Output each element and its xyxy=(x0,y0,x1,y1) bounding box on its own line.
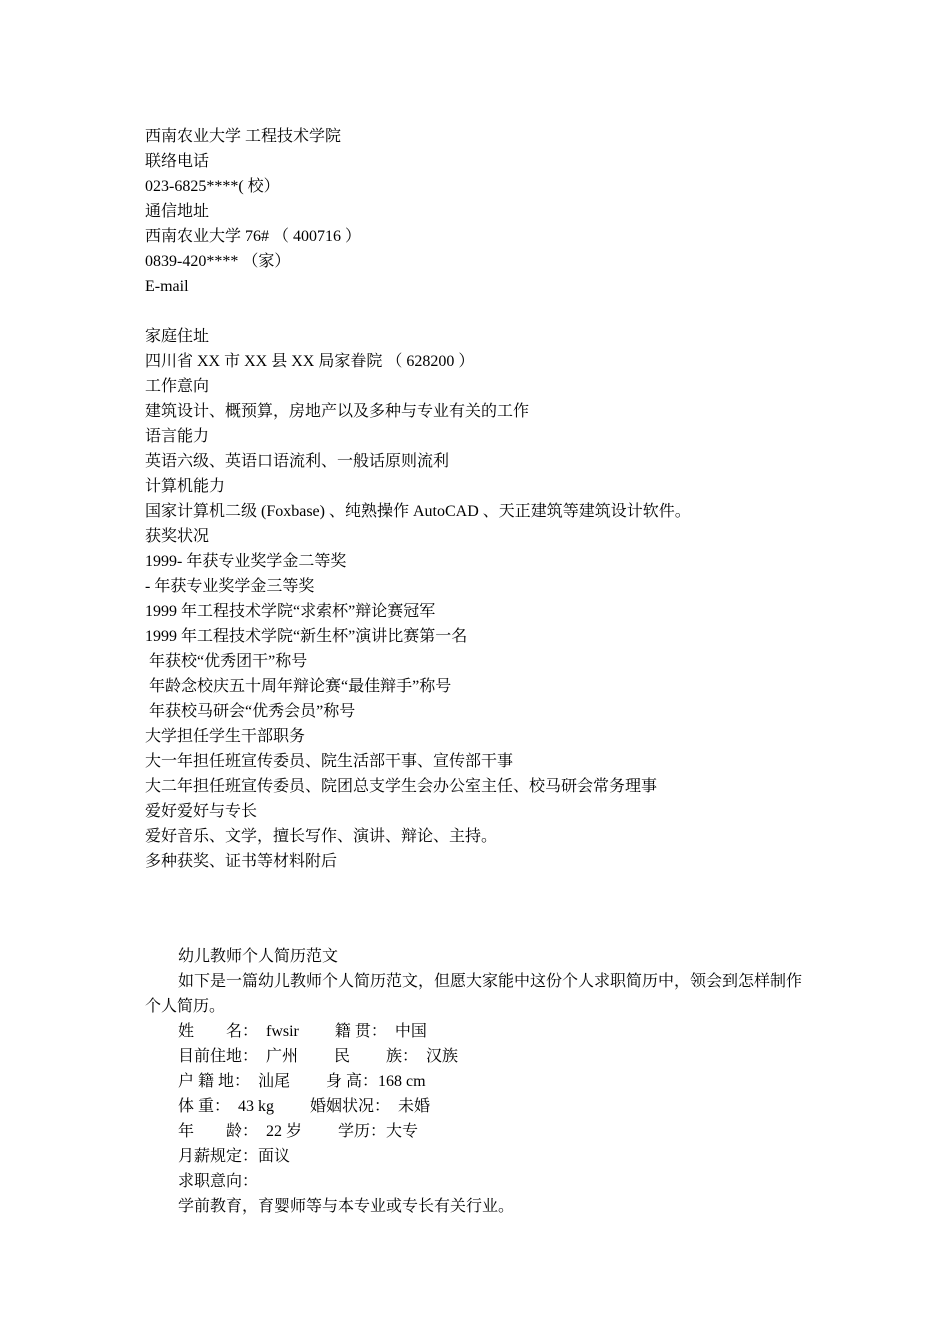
resume-section-2 xyxy=(145,944,815,1219)
field-row: 目前住地： 广州 民 族： 汉族 xyxy=(178,1048,459,1065)
article-intro: 如下是一篇幼儿教师个人简历范文，但愿大家能中这份个人求职简历中，领会到怎样制作个人简历。 xyxy=(145,973,803,1015)
field-row: 求职意向： xyxy=(178,1173,259,1190)
mailing-address: 西南农业大学 76# （ 400716 ） xyxy=(145,228,362,245)
cadre-heading: 大学担任学生干部职务 xyxy=(145,728,306,745)
award-item: 年获校“优秀团干”称号 xyxy=(145,653,308,670)
award-item: 1999 年工程技术学院“求索杯”辩论赛冠军 xyxy=(145,603,436,620)
job-intention: 建筑设计、概预算，房地产以及多种与专业有关的工作 xyxy=(145,403,530,420)
home-phone: 0839-420**** （家） xyxy=(145,253,291,270)
award-item: 1999- 年获专业奖学金二等奖 xyxy=(145,553,347,570)
language-heading: 语言能力 xyxy=(145,428,210,445)
job-intention-heading: 工作意向 xyxy=(145,378,210,395)
field-row: 姓 名： fwsir 籍 贯： 中国 xyxy=(178,1023,427,1040)
attachments-note: 多种获奖、证书等材料附后 xyxy=(145,853,338,870)
award-item: - 年获专业奖学金三等奖 xyxy=(145,578,315,595)
field-row: 月薪规定：面议 xyxy=(178,1148,291,1165)
field-row: 学前教育，育婴师等与本专业或专长有关行业。 xyxy=(178,1198,515,1215)
mailing-address-heading: 通信地址 xyxy=(145,203,210,220)
award-item: 1999 年工程技术学院“新生杯”演讲比赛第一名 xyxy=(145,628,468,645)
school-phone: 023-6825****( 校） xyxy=(145,178,280,195)
blank-line xyxy=(145,299,845,324)
field-row: 年 龄： 22 岁 学历：大专 xyxy=(178,1123,419,1140)
home-address: 四川省 XX 市 XX 县 XX 局家眷院 （ 628200 ） xyxy=(145,353,475,370)
field-row: 体 重： 43 kg 婚姻状况： 未婚 xyxy=(178,1098,431,1115)
email-heading: E-mail xyxy=(145,278,189,295)
hobbies-heading: 爱好爱好与专长 xyxy=(145,803,258,820)
award-item: 年获校马研会“优秀会员”称号 xyxy=(145,703,356,720)
computer-ability: 国家计算机二级 (Foxbase) 、纯熟操作 AutoCAD 、天正建筑等建筑设计软件。 xyxy=(145,503,691,520)
language-ability: 英语六级、英语口语流利、一般话原则流利 xyxy=(145,453,450,470)
award-item: 年龄念校庆五十周年辩论赛“最佳辩手”称号 xyxy=(145,678,452,695)
contact-phone-heading: 联络电话 xyxy=(145,153,210,170)
cadre-item: 大二年担任班宣传委员、院团总支学生会办公室主任、校马研会常务理事 xyxy=(145,778,658,795)
field-row: 户 籍 地： 汕尾 身 高：168 cm xyxy=(178,1073,426,1090)
school-line: 西南农业大学 工程技术学院 xyxy=(145,128,342,145)
resume-section-1 xyxy=(145,124,845,874)
home-address-heading: 家庭住址 xyxy=(145,328,210,345)
cadre-item: 大一年担任班宣传委员、院生活部干事、宣传部干事 xyxy=(145,753,514,770)
hobbies: 爱好音乐、文学，擅长写作、演讲、辩论、主持。 xyxy=(145,828,498,845)
article-title: 幼儿教师个人简历范文 xyxy=(178,948,339,965)
awards-heading: 获奖状况 xyxy=(145,528,210,545)
computer-heading: 计算机能力 xyxy=(145,478,226,495)
